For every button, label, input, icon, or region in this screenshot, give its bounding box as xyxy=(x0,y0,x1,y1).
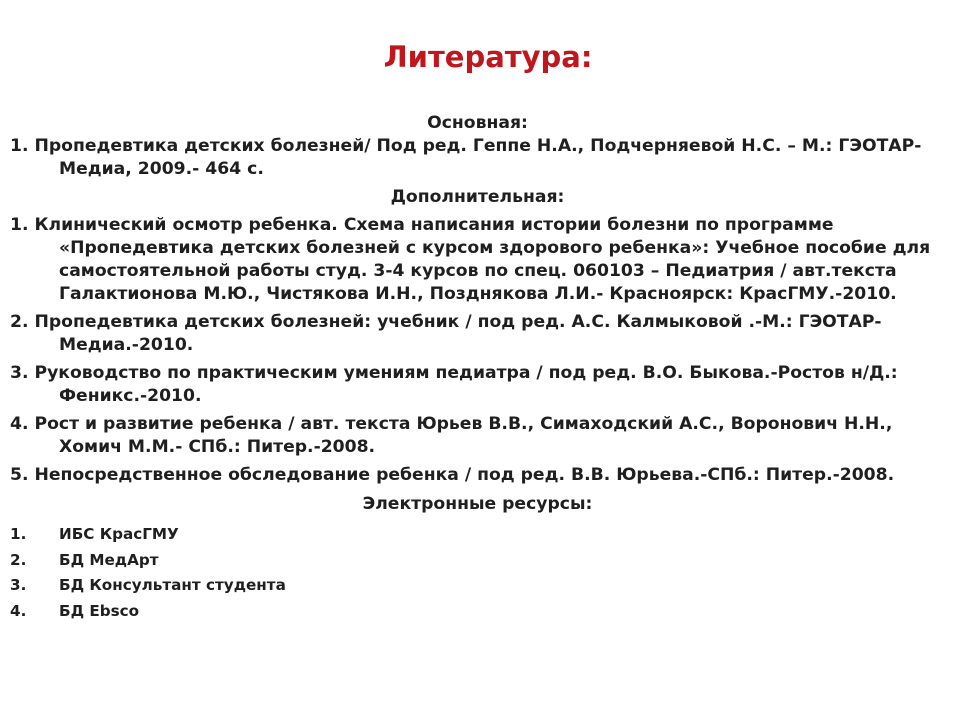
additional-reference-5: 5. Непосредственное обследование ребенка / под ред. В.В. Юрьева.-СПб.: Питер.-2008. xyxy=(10,465,895,485)
page-title: Литература: xyxy=(383,40,593,74)
list-item xyxy=(10,573,945,599)
electronic-resources-list xyxy=(10,522,945,624)
literature-content xyxy=(10,112,945,624)
list-item-number: 1. xyxy=(10,525,27,543)
list-item-label: БД МедАрт xyxy=(59,550,159,569)
list-item-number: 4. xyxy=(10,601,27,620)
main-literature-heading: Основная: xyxy=(427,113,528,133)
additional-literature-heading: Дополнительная: xyxy=(390,187,565,207)
list-item-label: ИБС КрасГМУ xyxy=(59,525,179,543)
list-item xyxy=(10,548,945,574)
list-item-label: БД Ebsco xyxy=(59,601,140,620)
additional-reference-4: 4. Рост и развитие ребенка / авт. текста Юрьев В.В., Симаходский А.С., Воронович Н.Н., Хомич М.М.- СПб.: Питер.-2008. xyxy=(10,414,893,457)
additional-reference-1: 1. Клинический осмотр ребенка. Схема написания истории болезни по программе «Пропедевтика детских болезней с курсом здорового ребенка»: Учебное пособие для самостоятельной работы студ. 3-4 курсов по спец. 060103 – Педиатрия / авт.текста Галактионова М.Ю., Чистякова И.Н., Позднякова Л.И.- Красноярск: КрасГМУ.-2010. xyxy=(10,215,931,304)
list-item-number: 2. xyxy=(10,550,27,569)
list-item xyxy=(10,522,945,548)
main-reference-1: 1. Пропедевтика детских болезней/ Под ред. Геппе Н.А., Подчерняевой Н.С. – М.: ГЭОТАР-Медиа, 2009.- 464 с. xyxy=(10,136,922,179)
additional-reference-2: 2. Пропедевтика детских болезней: учебник / под ред. А.С. Калмыковой .-М.: ГЭОТАР-Медиа.-2010. xyxy=(10,312,882,355)
list-item xyxy=(10,599,945,625)
list-item-number: 3. xyxy=(10,576,27,594)
electronic-resources-heading: Электронные ресурсы: xyxy=(362,494,593,514)
additional-reference-3: 3. Руководство по практическим умениям педиатра / под ред. В.О. Быкова.-Ростов н/Д.: Феникс.-2010. xyxy=(10,363,898,406)
list-item-label: БД Консультант студента xyxy=(59,576,286,594)
